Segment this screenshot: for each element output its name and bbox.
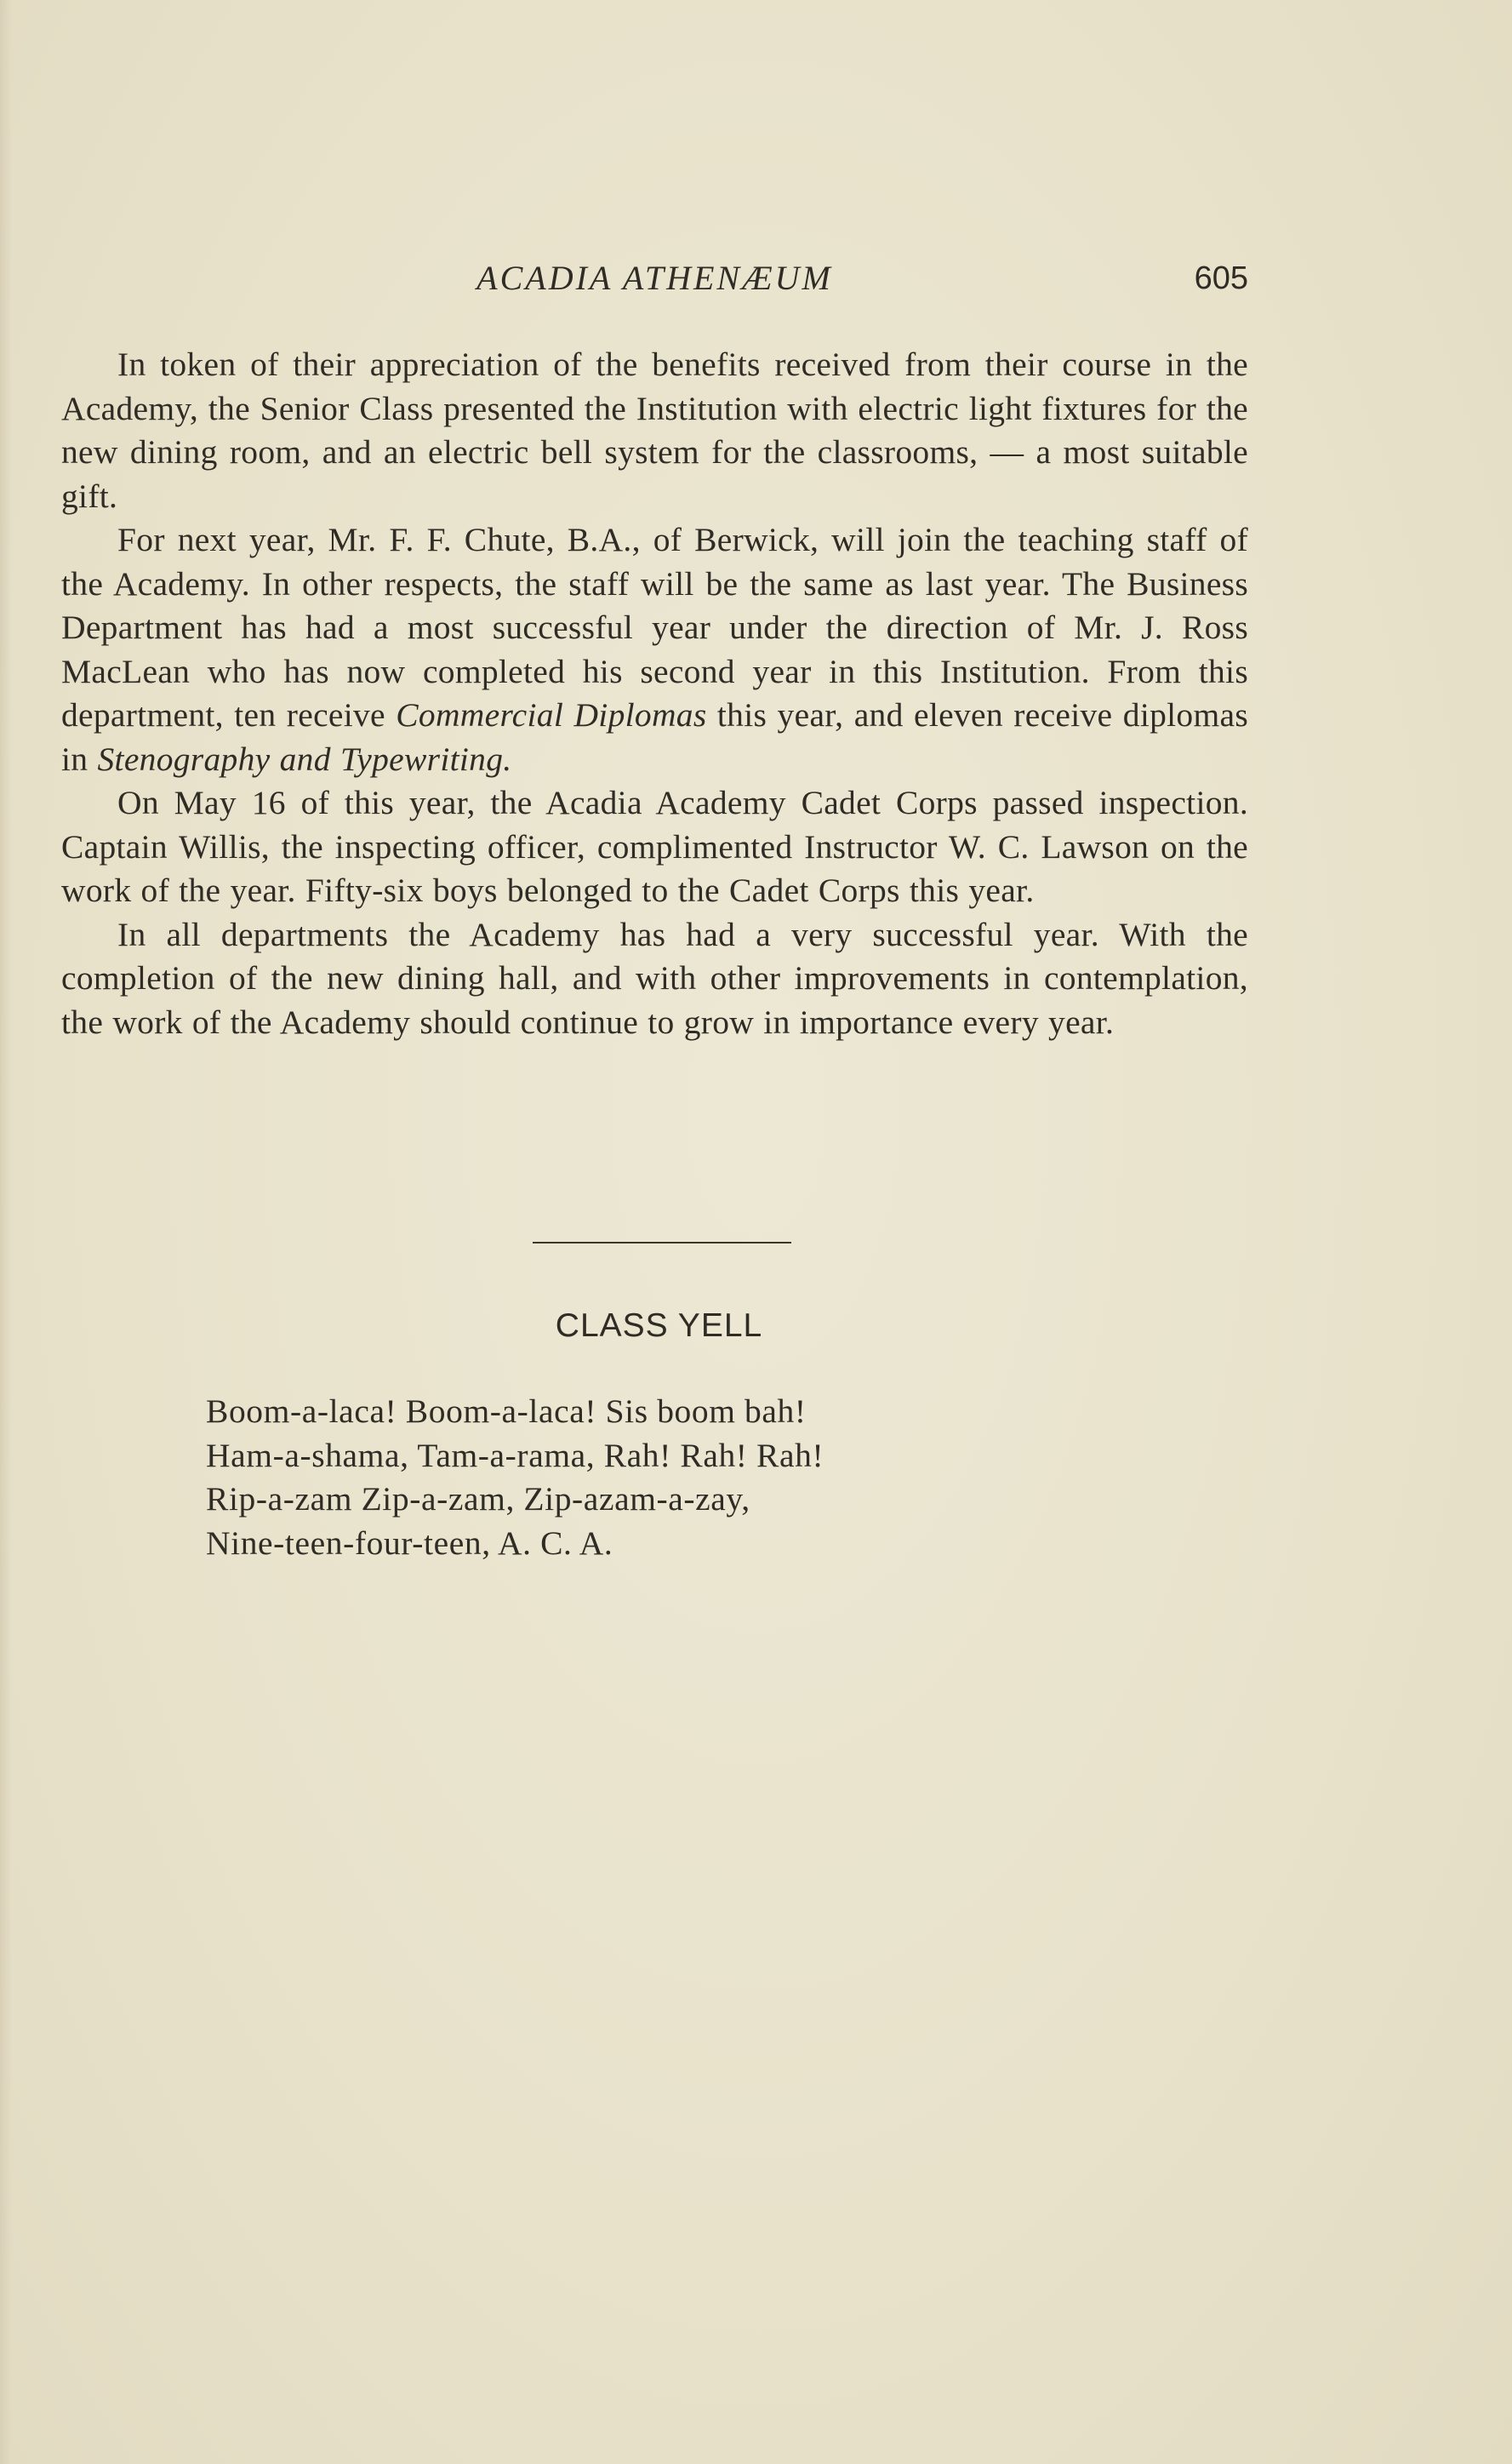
paragraph-text: In all departments the Academy has had a very successful year. With the completion of the new dining hall, and with other improvements in contemplation, the work of the Academy should continue to grow in importance every year. (61, 915, 1248, 1041)
paragraph (61, 781, 1248, 913)
paragraph (61, 913, 1248, 1045)
running-head (61, 257, 1248, 300)
paragraph-text: In token of their appreciation of the benefits received from their course in the Academy, the Senior Class presented the Institution with electric light fixtures for the new dining room, and an electric bell system for the classrooms, — a most suitable gift. (61, 346, 1248, 515)
paragraph (61, 518, 1248, 781)
class-yell-title: CLASS YELL (555, 1307, 763, 1344)
paragraph-text: For next year, Mr. F. F. Chute, B.A., of Berwick, will join the teaching staff of the Academy. In other respects, the staff will be the same as last year. The Business Department has had a most successful year under the direction of Mr. J. Ross MacLean who has now completed his second year in this Institution. From this department, ten receive (61, 521, 1248, 734)
paragraph-text: On May 16 of this year, the Acadia Academy Cadet Corps passed inspection. Captain Willis, the inspecting officer, complimented Instructor W. C. Lawson on the work of the year. Fifty-six boys belonged to the Cadet Corps this year. (61, 784, 1248, 909)
paragraph (61, 343, 1248, 518)
class-yell-verse (206, 1390, 1057, 1565)
yell-line: Ham-a-shama, Tam-a-rama, Rah! Rah! Rah! (206, 1436, 824, 1474)
yell-line: Boom-a-laca! Boom-a-laca! Sis boom bah! (206, 1392, 807, 1430)
italic-text: Commercial Diplomas (396, 696, 707, 734)
page-number: 605 (1194, 260, 1248, 296)
section-divider (533, 1242, 791, 1243)
yell-line: Nine-teen-four-teen, A. C. A. (206, 1524, 613, 1562)
yell-line: Rip-a-zam Zip-a-zam, Zip-azam-a-zay, (206, 1480, 750, 1518)
page-binding-edge (0, 0, 12, 2464)
paragraph-text: this year, and eleven receive diplomas in (61, 696, 1249, 778)
italic-text: Stenography and Typewriting. (97, 740, 512, 778)
running-title: ACADIA ATHENÆUM (476, 259, 833, 297)
article-body (61, 343, 1248, 1044)
